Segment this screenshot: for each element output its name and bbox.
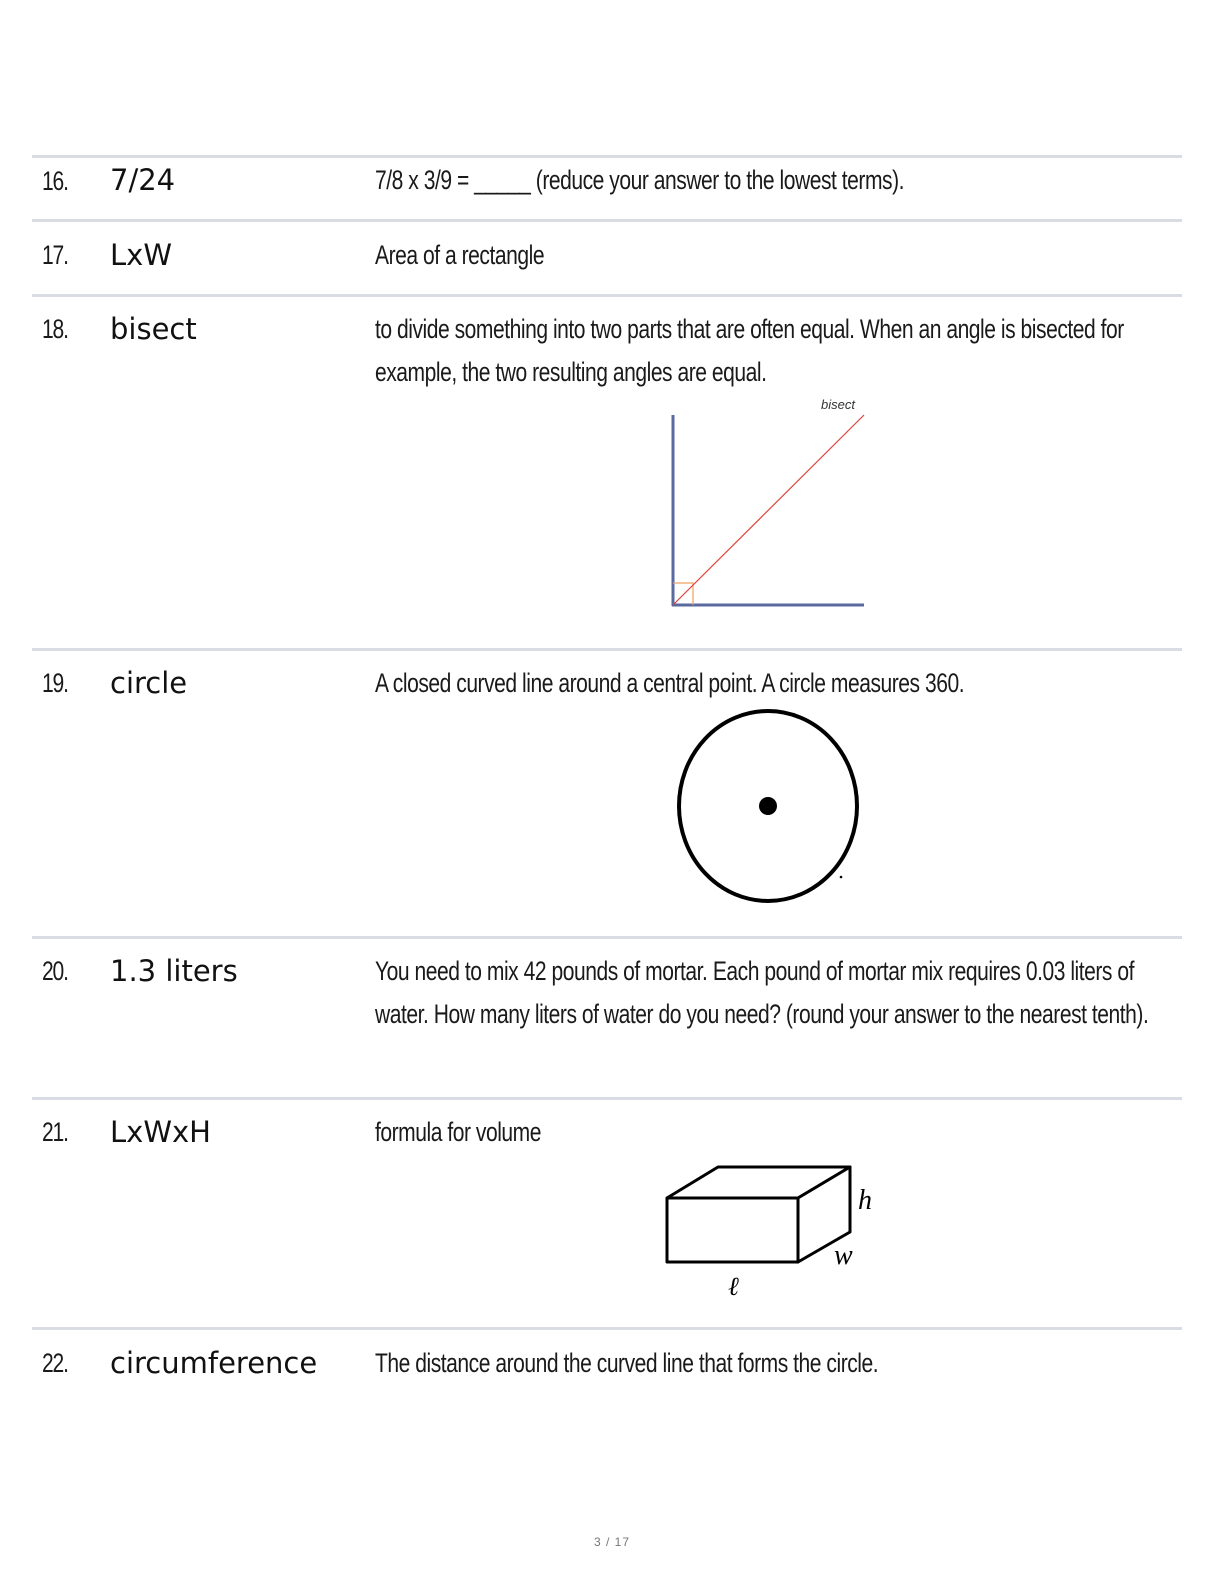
bisector-ray	[673, 415, 864, 605]
row-divider	[32, 294, 1182, 297]
row-definition: Area of a rectangle	[375, 240, 545, 270]
row-term: circle	[110, 666, 188, 700]
row-divider	[32, 648, 1182, 651]
row-definition: 7/8 x 3/9 = _____ (reduce your answer to the lowest terms).	[375, 165, 905, 195]
stray-mark	[840, 876, 843, 879]
row-number: 21.	[42, 1117, 68, 1147]
row-term: 7/24	[110, 163, 176, 197]
row-number: 17.	[42, 240, 68, 270]
row-term: LxWxH	[110, 1115, 211, 1149]
page-number: 3 / 17	[593, 1535, 631, 1549]
row-divider	[32, 1097, 1182, 1100]
row-term: circumference	[110, 1346, 318, 1380]
bisect-figure	[660, 395, 875, 615]
box-figure	[660, 1160, 890, 1305]
row-divider	[32, 155, 1182, 158]
row-definition: You need to mix 42 pounds of mortar. Each pound of mortar mix requires 0.03 liters of water. How many liters of water do you need? (round your answer to the nearest tenth).	[375, 956, 1149, 1029]
row-definition: to divide something into two parts that are often equal. When an angle is bisected for example, the two resulting angles are equal.	[375, 314, 1124, 387]
box-front-face	[667, 1198, 798, 1262]
circle-figure	[670, 702, 870, 912]
row-definition: A closed curved line around a central point. A circle measures 360.	[375, 668, 965, 698]
row-definition: The distance around the curved line that forms the circle.	[375, 1348, 879, 1378]
row-term: LxW	[110, 238, 172, 272]
length-label: ℓ	[728, 1272, 739, 1301]
row-divider	[32, 219, 1182, 222]
row-divider	[32, 936, 1182, 939]
bisect-label: bisect	[821, 397, 855, 412]
row-definition: formula for volume	[375, 1117, 541, 1147]
row-term: bisect	[110, 312, 197, 346]
row-number: 20.	[42, 956, 68, 986]
row-number: 19.	[42, 668, 68, 698]
width-label: w	[834, 1240, 853, 1271]
row-number: 16.	[42, 166, 68, 196]
row-number: 22.	[42, 1348, 68, 1378]
center-point	[759, 797, 777, 815]
row-number: 18.	[42, 314, 68, 344]
height-label: h	[858, 1185, 872, 1216]
row-term: 1.3 liters	[110, 954, 238, 988]
row-divider	[32, 1327, 1182, 1330]
